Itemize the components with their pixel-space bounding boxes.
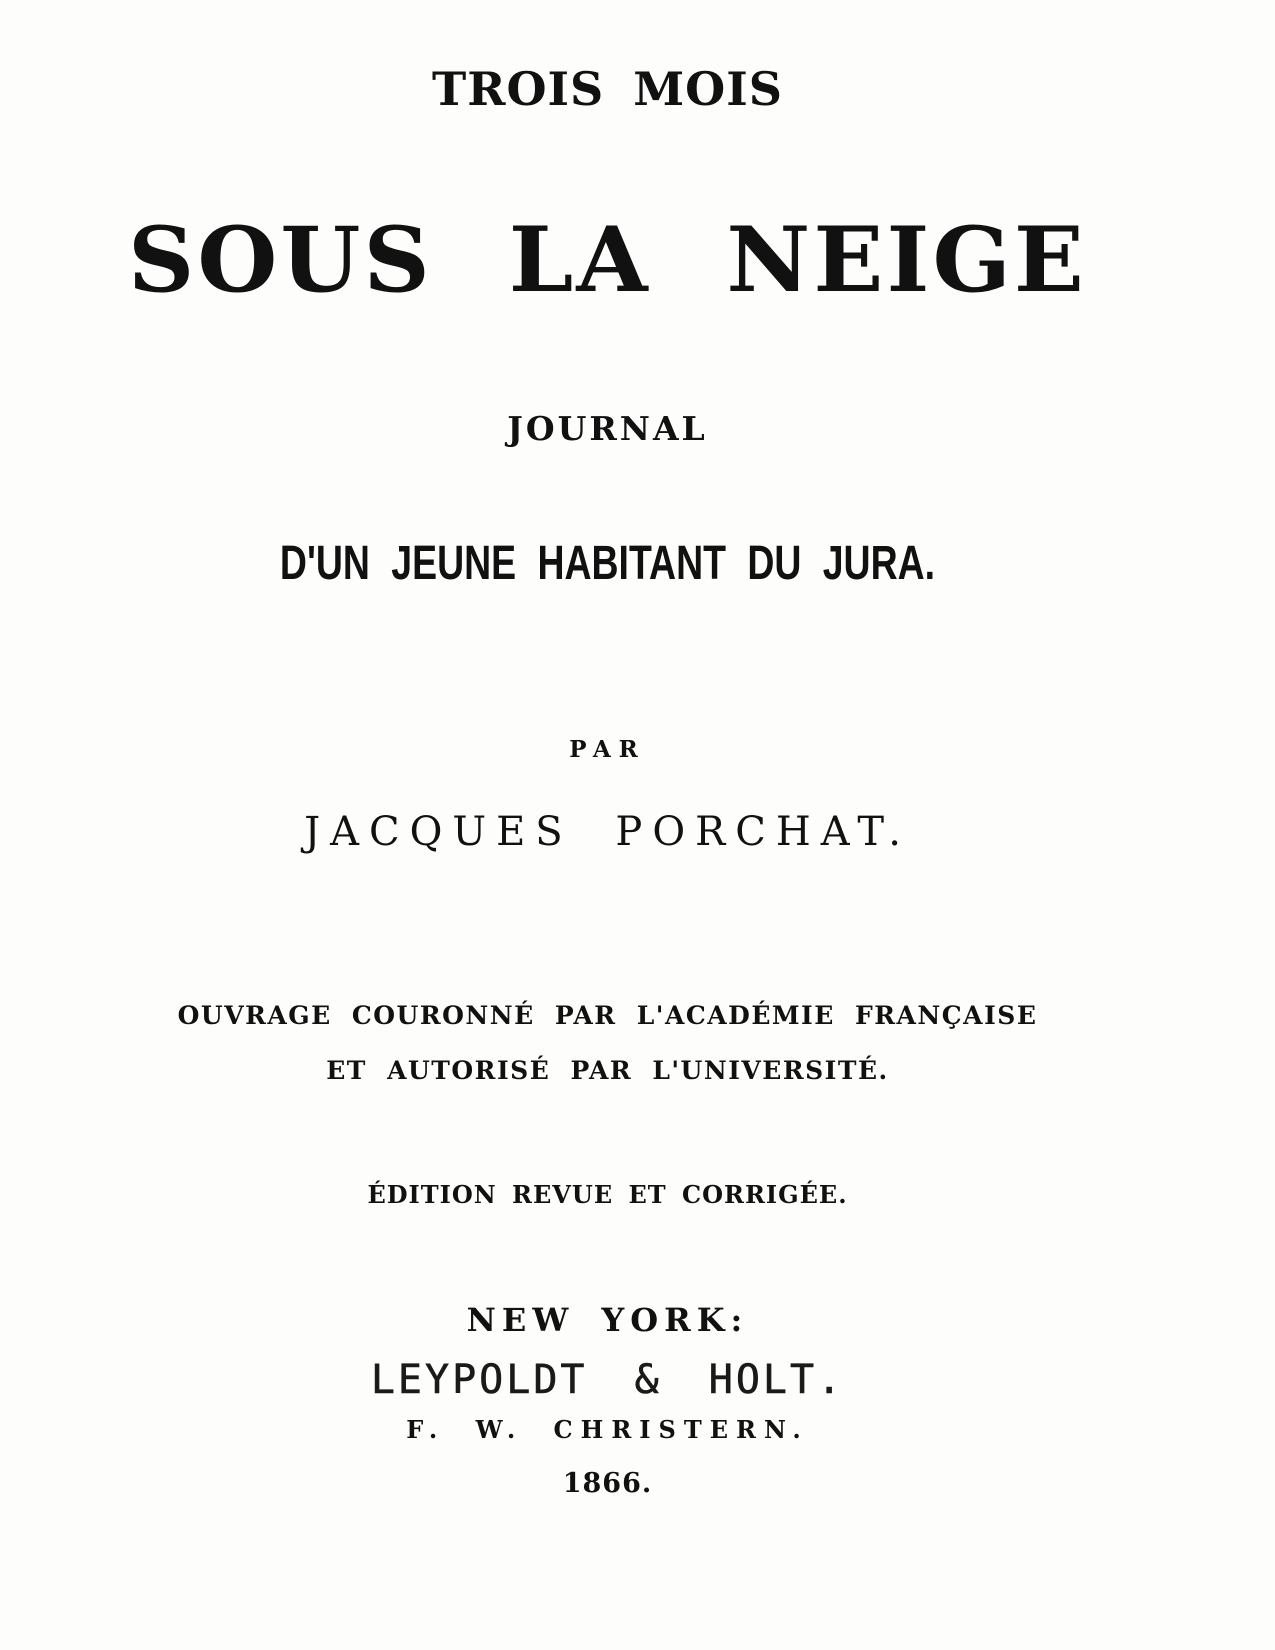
pre-title: TROIS MOIS <box>431 62 783 116</box>
award-line-1: OUVRAGE COURONNÉ PAR L'ACADÉMIE FRANÇAISE <box>177 1001 1038 1030</box>
publication-year: 1866. <box>562 1468 653 1499</box>
distributor-name: F. W. CHRISTERN. <box>406 1415 809 1444</box>
main-title: SOUS LA NEIGE <box>128 207 1087 313</box>
edition-note: ÉDITION REVUE ET CORRIGÉE. <box>367 1180 848 1209</box>
subtitle-description: D'UN JEUNE HABITANT DU JURA. <box>279 537 936 590</box>
author-name: JACQUES PORCHAT. <box>304 809 911 855</box>
publisher-name: LEYPOLDT & HOLT. <box>370 1357 845 1403</box>
by-label: PAR <box>569 736 646 763</box>
publication-place: NEW YORK: <box>466 1301 749 1339</box>
award-line-2: ET AUTORISÉ PAR L'UNIVERSITÉ. <box>326 1056 889 1085</box>
subtitle-journal: JOURNAL <box>507 409 708 448</box>
